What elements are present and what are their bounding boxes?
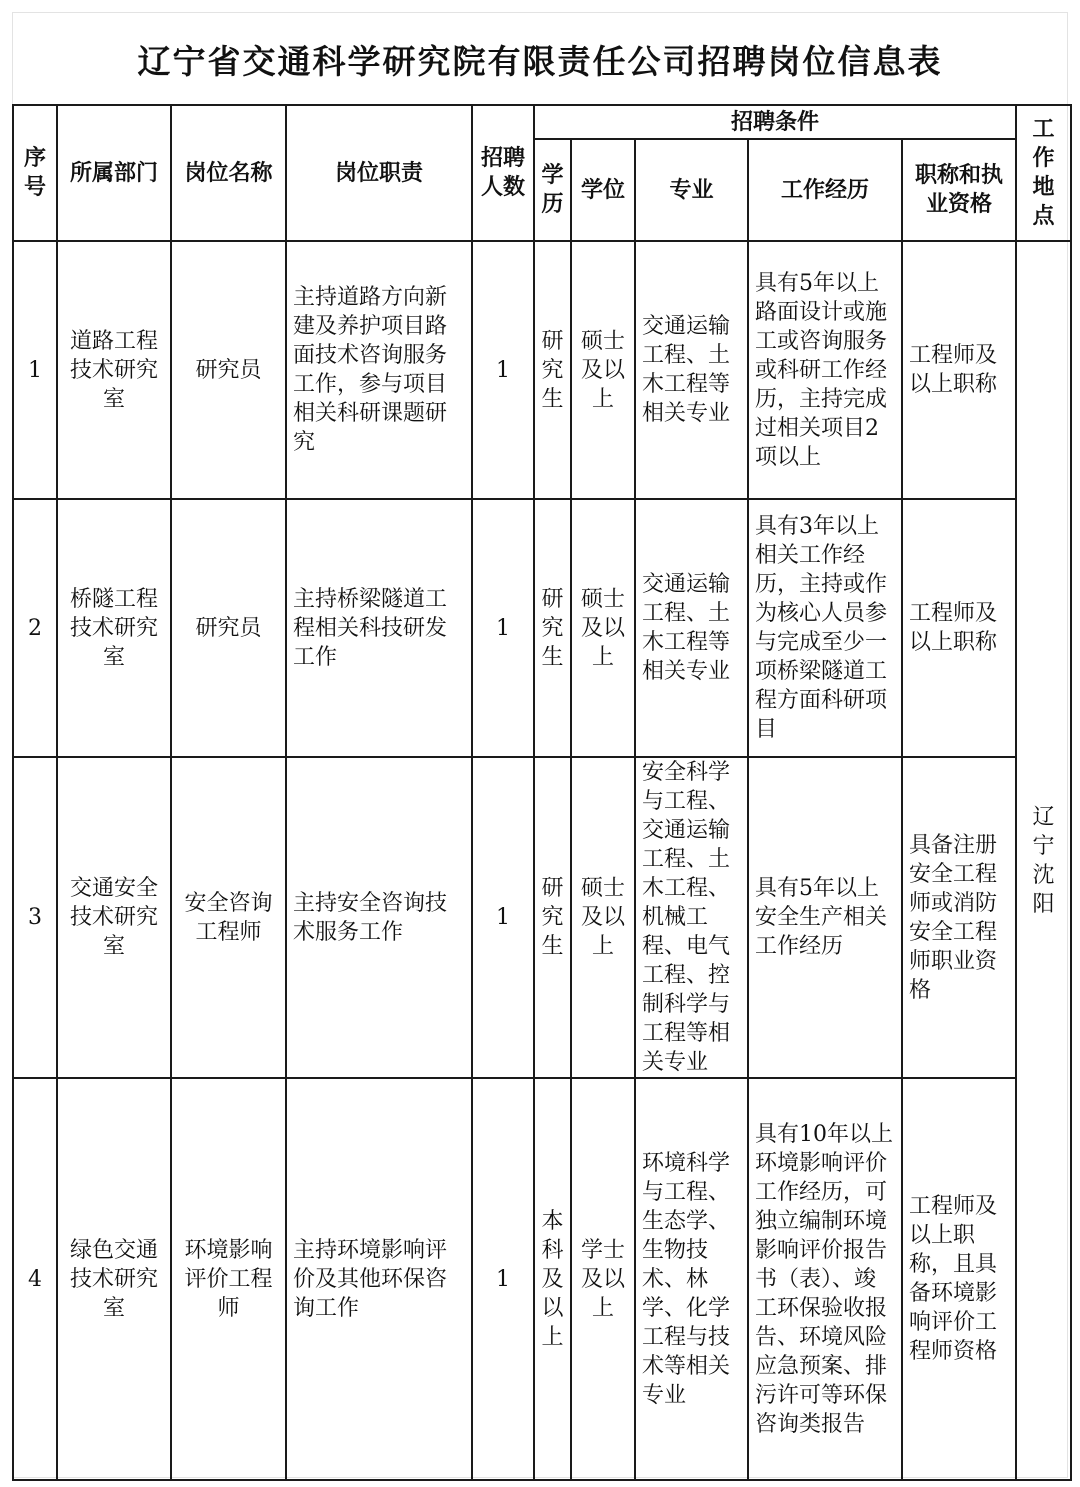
cell-seq: 1	[13, 241, 57, 499]
cell-major: 交通运输工程、土木工程等相关专业	[635, 241, 748, 499]
cell-position: 安全咨询工程师	[171, 757, 286, 1078]
cell-dept: 桥隧工程技术研究室	[57, 499, 171, 757]
cell-education: 研究生	[534, 241, 571, 499]
cell-experience: 具有5年以上安全生产相关工作经历	[748, 757, 902, 1078]
cell-count: 1	[472, 241, 534, 499]
cell-degree: 硕士及以上	[571, 757, 635, 1078]
cell-qualification: 具备注册安全工程师或消防安全工程师职业资格	[902, 757, 1016, 1078]
header-seq: 序号	[13, 105, 57, 241]
cell-count: 1	[472, 757, 534, 1078]
cell-dept: 绿色交通技术研究室	[57, 1078, 171, 1480]
cell-qualification: 工程师及以上职称	[902, 241, 1016, 499]
cell-position: 研究员	[171, 241, 286, 499]
cell-seq: 4	[13, 1078, 57, 1480]
cell-major: 环境科学与工程、生态学、生物技术、林学、化学工程与技术等相关专业	[635, 1078, 748, 1480]
cell-dept: 道路工程技术研究室	[57, 241, 171, 499]
cell-qualification: 工程师及以上职称	[902, 499, 1016, 757]
cell-duty: 主持道路方向新建及养护项目路面技术咨询服务工作，参与项目相关科研课题研究	[286, 241, 472, 499]
cell-duty: 主持环境影响评价及其他环保咨询工作	[286, 1078, 472, 1480]
cell-dept: 交通安全技术研究室	[57, 757, 171, 1078]
header-row-top	[13, 105, 1071, 139]
cell-position: 环境影响评价工程师	[171, 1078, 286, 1480]
header-qualification: 职称和执业资格	[902, 139, 1016, 241]
header-conditions: 招聘条件	[534, 105, 1016, 139]
cell-seq: 3	[13, 757, 57, 1078]
cell-experience: 具有5年以上路面设计或施工或咨询服务或科研工作经历，主持完成过相关项目2项以上	[748, 241, 902, 499]
cell-duty: 主持安全咨询技术服务工作	[286, 757, 472, 1078]
header-duty: 岗位职责	[286, 105, 472, 241]
cell-education: 研究生	[534, 499, 571, 757]
cell-seq: 2	[13, 499, 57, 757]
cell-count: 1	[472, 1078, 534, 1480]
cell-experience: 具有10年以上环境影响评价工作经历，可独立编制环境影响评价报告书（表）、竣工环保验收报告、环境风险应急预案、排污许可等环保咨询类报告	[748, 1078, 902, 1480]
header-position: 岗位名称	[171, 105, 286, 241]
header-count: 招聘人数	[472, 105, 534, 241]
cell-experience: 具有3年以上相关工作经历，主持或作为核心人员参与完成至少一项桥梁隧道工程方面科研项目	[748, 499, 902, 757]
cell-major: 交通运输工程、土木工程等相关专业	[635, 499, 748, 757]
header-experience: 工作经历	[748, 139, 902, 241]
cell-location: 辽宁沈阳	[1016, 241, 1071, 1480]
cell-duty: 主持桥梁隧道工程相关科技研发工作	[286, 499, 472, 757]
cell-major: 安全科学与工程、交通运输工程、土木工程、机械工程、电气工程、控制科学与工程等相关专业	[635, 757, 748, 1078]
cell-degree: 硕士及以上	[571, 241, 635, 499]
header-education: 学历	[534, 139, 571, 241]
header-location: 工作地点	[1016, 105, 1071, 241]
header-major: 专业	[635, 139, 748, 241]
page-title: 辽宁省交通科学研究院有限责任公司招聘岗位信息表	[137, 42, 943, 81]
header-degree: 学位	[571, 139, 635, 241]
cell-degree: 硕士及以上	[571, 499, 635, 757]
cell-education: 本科及以上	[534, 1078, 571, 1480]
table-row	[13, 241, 1071, 499]
recruitment-table	[12, 104, 1072, 1481]
cell-education: 研究生	[534, 757, 571, 1078]
table-row	[13, 499, 1071, 757]
header-dept: 所属部门	[57, 105, 171, 241]
cell-position: 研究员	[171, 499, 286, 757]
cell-degree: 学士及以上	[571, 1078, 635, 1480]
cell-count: 1	[472, 499, 534, 757]
table-row	[13, 757, 1071, 1078]
table-row	[13, 1078, 1071, 1480]
cell-qualification: 工程师及以上职称，且具备环境影响评价工程师资格	[902, 1078, 1016, 1480]
